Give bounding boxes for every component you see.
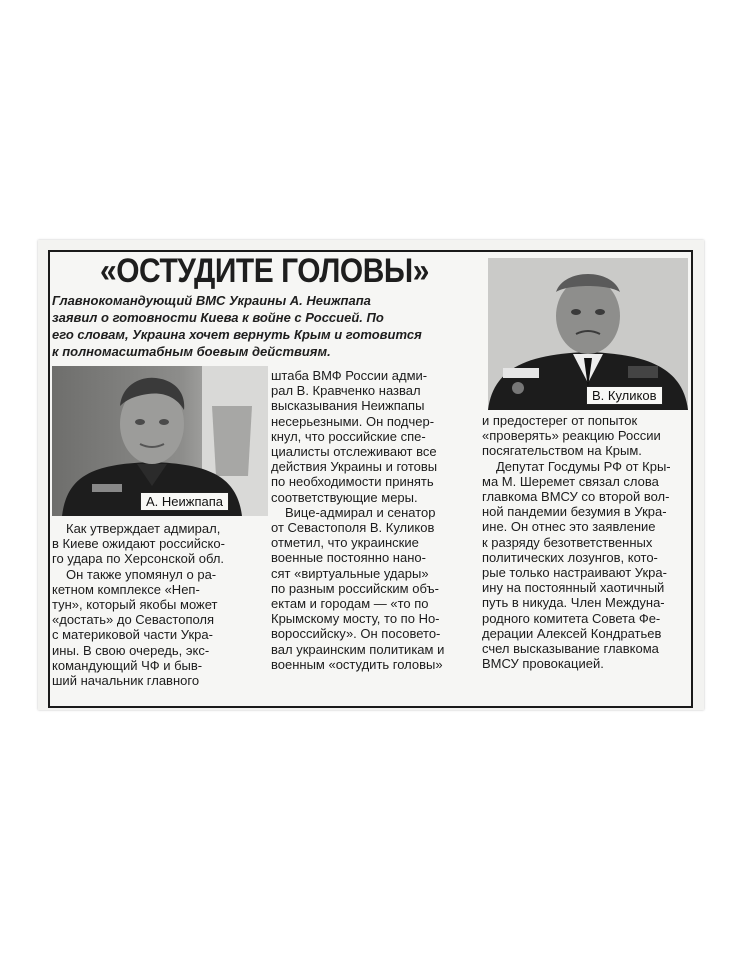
body-line: отметил, что украинские — [271, 535, 419, 551]
body-line: командующий ЧФ и быв- — [52, 657, 203, 673]
body-line: штаба ВМФ России адми- — [271, 368, 428, 383]
body-line: ший начальник главного — [52, 673, 200, 689]
lead-line: его словам, Украина хочет вернуть Крым и готовится — [52, 327, 422, 342]
body-line: в Киеве ожидают российско- — [52, 536, 225, 552]
body-line: ину на постоянный хаотичный — [482, 580, 665, 596]
body-line: от Севастополя В. Куликов — [271, 520, 435, 536]
body-line: Вице-адмирал и сенатор — [285, 504, 436, 520]
body-line: ной пандемии безумия в Укра- — [482, 504, 667, 520]
body-line: циалисты отслеживают все — [271, 444, 437, 460]
body-line: по разным российским объ- — [271, 580, 439, 596]
body-line: по необходимости принять — [271, 474, 434, 490]
lead-line: к полномасштабным боевым действиям. — [52, 344, 331, 359]
body-line: Депутат Госдумы РФ от Кры- — [496, 458, 671, 474]
article-column-3 — [482, 413, 671, 671]
article-column-1 — [52, 521, 225, 688]
body-line: военным «остудить головы» — [271, 656, 443, 672]
body-line: к разряду безответственных — [482, 534, 653, 550]
body-line: политических лозунгов, кото- — [482, 549, 658, 565]
body-line: счел высказывание главкома — [482, 641, 659, 657]
body-line: действия Украины и готовы — [271, 459, 438, 475]
body-line: рал В. Кравченко назвал — [271, 383, 421, 399]
caption-right: В. Куликов — [586, 386, 663, 405]
body-line: посягательством на Крым. — [482, 443, 642, 459]
article-lead — [52, 292, 482, 360]
article-headline: «ОСТУДИТЕ ГОЛОВЫ» — [100, 252, 429, 290]
body-line: рые только настраивают Укра- — [482, 565, 667, 581]
body-line: «достать» до Севастополя — [52, 612, 215, 628]
body-line: с материковой части Укра- — [52, 627, 213, 643]
body-line: ектам и городам — «то по — [271, 596, 429, 612]
body-line: ма М. Шеремет связал слова — [482, 473, 659, 489]
body-line: ины. В свою очередь, экс- — [52, 642, 210, 658]
body-line: вал украинским политикам и — [271, 641, 445, 657]
body-line: и предостерег от попыток — [482, 413, 638, 428]
lead-line: заявил о готовности Киева к войне с Россией. По — [52, 310, 384, 325]
article-column-2 — [271, 368, 444, 672]
body-line: родного комитета Совета Фе- — [482, 610, 661, 626]
body-line: соответствующие меры. — [271, 489, 418, 505]
body-line: ине. Он отнес это заявление — [482, 519, 656, 535]
body-line: го удара по Херсонской обл. — [52, 551, 225, 567]
body-line: Крымскому мосту, то по Но- — [271, 611, 440, 627]
body-line: кнул, что российские спе- — [271, 428, 426, 444]
body-line: сят «виртуальные удары» — [271, 565, 429, 581]
body-line: Как утверждает адмирал, — [66, 521, 221, 536]
body-line: дерации Алексей Кондратьев — [482, 625, 662, 641]
lead-line: Главнокомандующий ВМС Украины А. Неижпапа — [52, 293, 371, 308]
body-line: тун», который якобы может — [52, 597, 218, 613]
body-line: несерьезными. Он подчер- — [271, 413, 435, 429]
body-line: «проверять» реакцию России — [482, 428, 661, 444]
body-line: главкома ВМСУ со второй вол- — [482, 489, 670, 505]
body-line: путь в никуда. Член Междуна- — [482, 595, 665, 611]
body-line: ВМСУ провокацией. — [482, 656, 604, 672]
caption-left: А. Неижпапа — [140, 492, 229, 511]
body-line: кетном комплексе «Неп- — [52, 581, 200, 597]
body-line: высказывания Неижпапы — [271, 398, 425, 414]
body-line: вороссийску». Он посовето- — [271, 626, 441, 642]
body-line: Он также упомянул о ра- — [66, 566, 217, 582]
body-line: военные постоянно нано- — [271, 550, 426, 566]
